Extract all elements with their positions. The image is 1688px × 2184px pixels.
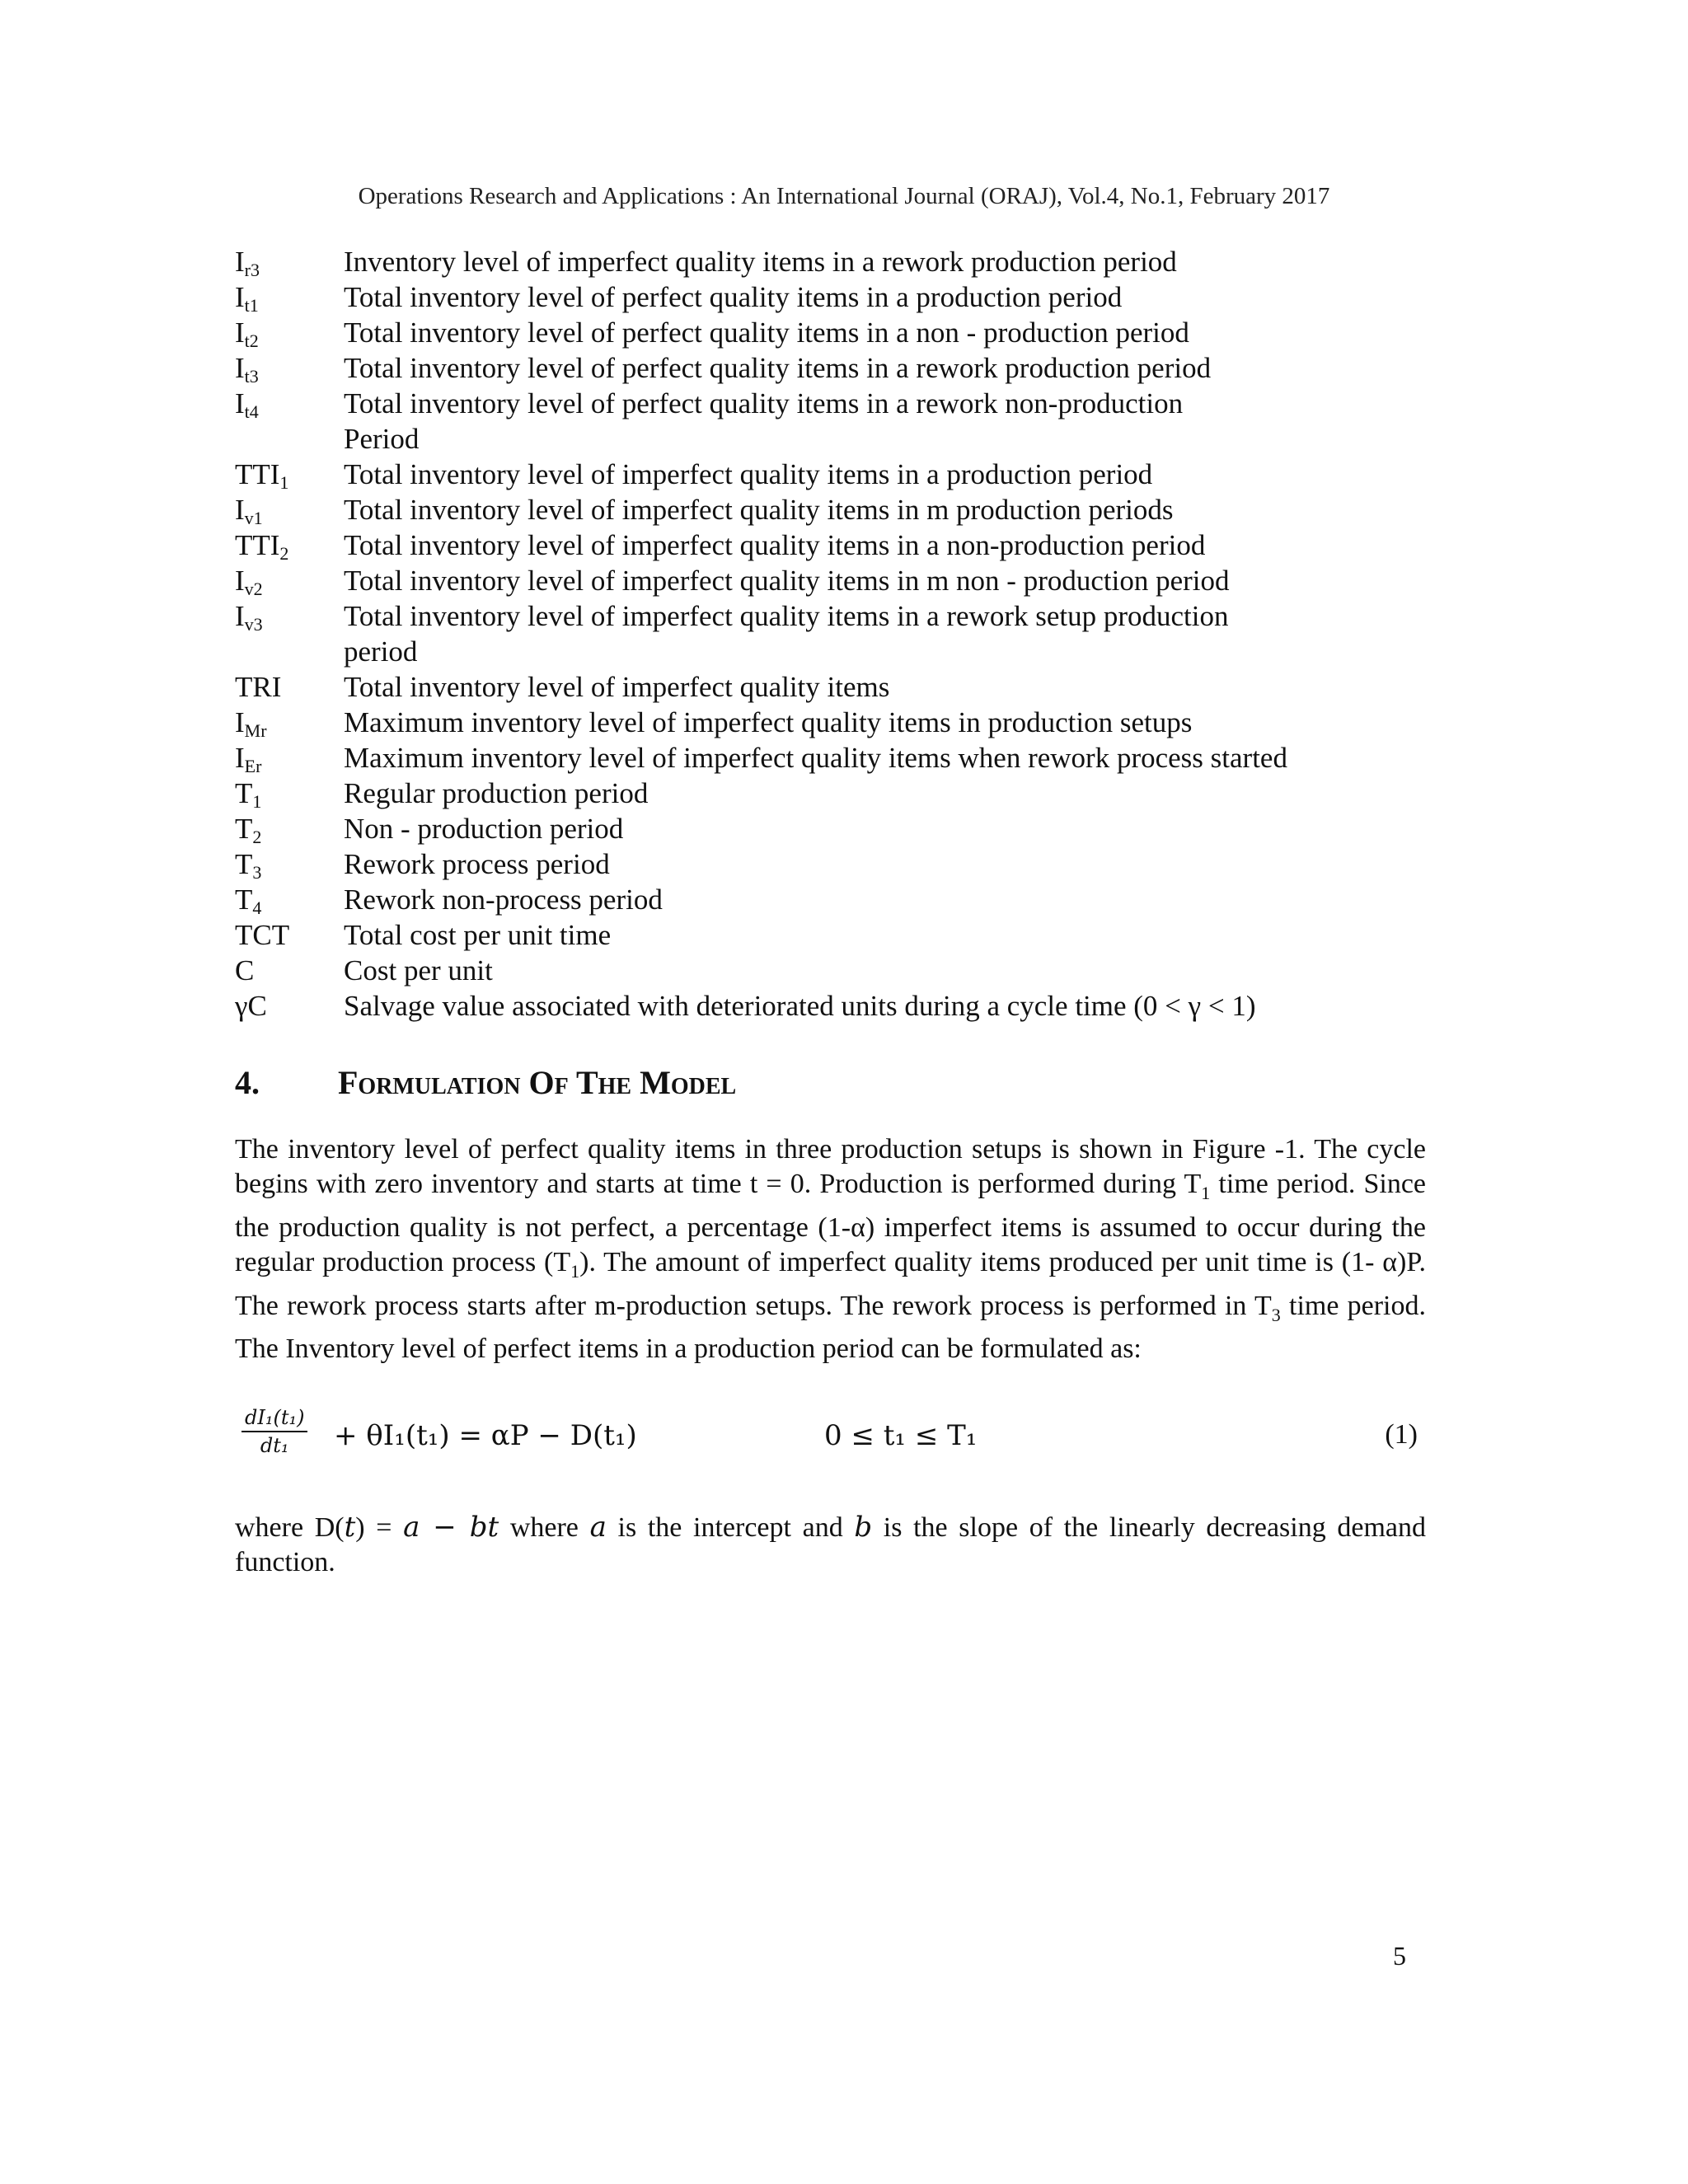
symbol-subscript: 4 <box>252 898 262 918</box>
nomenclature-description: Total inventory level of imperfect quality items in a non-production period <box>344 529 1206 561</box>
symbol-base: γC <box>235 990 267 1022</box>
nomenclature-description: Total inventory level of perfect quality items in a production period <box>344 281 1123 313</box>
nomenclature-row <box>235 386 1438 421</box>
symbol-base: I <box>235 494 245 526</box>
nomenclature-description: Total inventory level of imperfect quality items in m non - production period <box>344 565 1230 597</box>
nomenclature-description: Cost per unit <box>344 954 493 987</box>
para2-mid1: ) = <box>355 1512 404 1543</box>
nomenclature-row <box>235 846 1438 882</box>
nomenclature-row <box>235 457 1438 492</box>
para2-post: is the slope of the linearly decreasing demand function. <box>235 1512 1426 1577</box>
section-number: 4. <box>235 1064 260 1101</box>
para-sub-2: 1 <box>570 1260 580 1282</box>
section-heading <box>235 1063 736 1102</box>
nomenclature-row <box>235 740 1438 776</box>
equation-denominator: dt₁ <box>260 1434 289 1457</box>
para2-mid3: is the intercept and <box>606 1512 855 1543</box>
para2-t: t <box>344 1511 356 1544</box>
symbol-subscript: 1 <box>252 791 262 812</box>
nomenclature-row <box>235 563 1438 598</box>
nomenclature-row <box>235 421 1438 457</box>
nomenclature-row <box>235 634 1438 669</box>
symbol-subscript: 3 <box>252 862 262 883</box>
symbol-subscript: r3 <box>244 260 260 280</box>
body-paragraph <box>235 1132 1426 1366</box>
symbol-base: I <box>235 281 245 313</box>
symbol-subscript: v2 <box>244 579 263 599</box>
symbol-base: I <box>235 352 245 384</box>
nomenclature-row <box>235 669 1438 705</box>
nomenclature-list <box>235 244 1438 1024</box>
nomenclature-row <box>235 776 1438 811</box>
nomenclature-description: Non - production period <box>344 813 624 845</box>
nomenclature-description: Salvage value associated with deteriorated units during a cycle time (0 < γ < 1) <box>344 990 1256 1022</box>
nomenclature-row <box>235 492 1438 527</box>
nomenclature-description: Inventory level of imperfect quality items in a rework production period <box>344 246 1177 278</box>
symbol-base: I <box>235 246 245 278</box>
nomenclature-row <box>235 705 1438 740</box>
symbol-subscript: 2 <box>279 543 289 564</box>
symbol-subscript: t2 <box>244 330 259 351</box>
symbol-base: I <box>235 387 245 419</box>
symbol-base: I <box>235 742 245 774</box>
equation-1 <box>235 1406 1426 1472</box>
nomenclature-row <box>235 279 1438 315</box>
nomenclature-symbol <box>235 988 344 1032</box>
para-sub-1: 1 <box>1201 1182 1211 1203</box>
nomenclature-row <box>235 244 1438 279</box>
nomenclature-row <box>235 598 1438 634</box>
section-title: Formulation Of The Model <box>338 1064 737 1101</box>
symbol-subscript: t1 <box>244 295 259 316</box>
nomenclature-description: Maximum inventory level of imperfect quality items in production setups <box>344 706 1193 738</box>
nomenclature-description: Maximum inventory level of imperfect quality items when rework process started <box>344 742 1287 774</box>
demand-paragraph <box>235 1510 1426 1580</box>
nomenclature-row <box>235 315 1438 350</box>
nomenclature-description: Period <box>344 423 420 455</box>
symbol-base: I <box>235 600 245 632</box>
symbol-subscript: 2 <box>252 827 262 847</box>
nomenclature-row <box>235 811 1438 846</box>
symbol-base: I <box>235 316 245 349</box>
symbol-base: TCT <box>235 919 290 951</box>
para-text-4: time period. The Inventory level of perfect items in a production period can be formulated as: <box>235 1290 1426 1365</box>
symbol-base: T <box>235 777 253 809</box>
equation-body: + θI₁(t₁) = αP − D(t₁) <box>334 1419 637 1452</box>
running-header: Operations Research and Applications : An International Journal (ORAJ), Vol.4, No.1, February 2017 <box>358 183 1330 209</box>
nomenclature-description: Regular production period <box>344 777 649 809</box>
para2-mid2: where <box>499 1512 590 1543</box>
para2-expr: a − bt <box>403 1511 499 1544</box>
equation-fraction <box>241 1406 307 1457</box>
nomenclature-description: Total inventory level of imperfect quality items <box>344 671 890 703</box>
equation-number: (1) <box>1385 1419 1418 1450</box>
nomenclature-row <box>235 917 1438 953</box>
nomenclature-row <box>235 953 1438 988</box>
nomenclature-row <box>235 350 1438 386</box>
nomenclature-description: Total inventory level of imperfect quality items in a production period <box>344 458 1153 490</box>
symbol-subscript: 1 <box>279 472 289 493</box>
symbol-base: T <box>235 813 253 845</box>
symbol-base: TTI <box>235 458 280 490</box>
symbol-subscript: Er <box>244 756 262 776</box>
nomenclature-row <box>235 527 1438 563</box>
symbol-subscript: v1 <box>244 508 263 528</box>
para2-a: a <box>589 1511 607 1544</box>
nomenclature-row <box>235 988 1438 1024</box>
nomenclature-description: Total cost per unit time <box>344 919 612 951</box>
nomenclature-row <box>235 882 1438 917</box>
nomenclature-description: period <box>344 635 418 668</box>
equation-condition: 0 ≤ t₁ ≤ T₁ <box>824 1419 978 1452</box>
symbol-base: T <box>235 883 253 916</box>
nomenclature-description: Total inventory level of imperfect quality items in a rework setup production <box>344 600 1229 632</box>
para-text-3: ). The amount of imperfect quality items produced per unit time is (1- α)P. The rework process starts after m-production setups. The rework process is performed in T <box>235 1246 1427 1321</box>
para-text-1: The inventory level of perfect quality items in three production setups is shown in Figure -1. The cycle begins with zero inventory and starts at time t = 0. Production is performed during T <box>235 1134 1426 1199</box>
para2-pre: where D( <box>235 1512 345 1543</box>
nomenclature-description: Rework non-process period <box>344 883 663 916</box>
nomenclature-description: Rework process period <box>344 848 610 880</box>
equation-numerator: dI₁(t₁) <box>241 1406 307 1432</box>
symbol-subscript: Mr <box>244 720 267 741</box>
symbol-base: TRI <box>235 671 282 703</box>
para-text-2: time period. Since the production quality is not perfect, a percentage (1-α) imperfect items is assumed to occur during the regular production process (T <box>235 1169 1427 1277</box>
para-sub-3: 3 <box>1271 1304 1281 1325</box>
nomenclature-description: Total inventory level of perfect quality items in a rework production period <box>344 352 1212 384</box>
nomenclature-description: Total inventory level of imperfect quality items in m production periods <box>344 494 1174 526</box>
para2-b: b <box>854 1511 873 1544</box>
symbol-base: TTI <box>235 529 280 561</box>
nomenclature-description: Total inventory level of perfect quality items in a non - production period <box>344 316 1189 349</box>
symbol-base: C <box>235 954 255 987</box>
page-number: 5 <box>1393 1941 1406 1971</box>
symbol-base: I <box>235 565 245 597</box>
symbol-subscript: t4 <box>244 401 259 422</box>
symbol-subscript: t3 <box>244 366 259 387</box>
nomenclature-description: Total inventory level of perfect quality items in a rework non-production <box>344 387 1184 419</box>
nomenclature-symbol <box>235 386 344 429</box>
nomenclature-symbol <box>235 598 344 642</box>
symbol-base: T <box>235 848 253 880</box>
symbol-base: I <box>235 706 245 738</box>
symbol-subscript: v3 <box>244 614 263 635</box>
